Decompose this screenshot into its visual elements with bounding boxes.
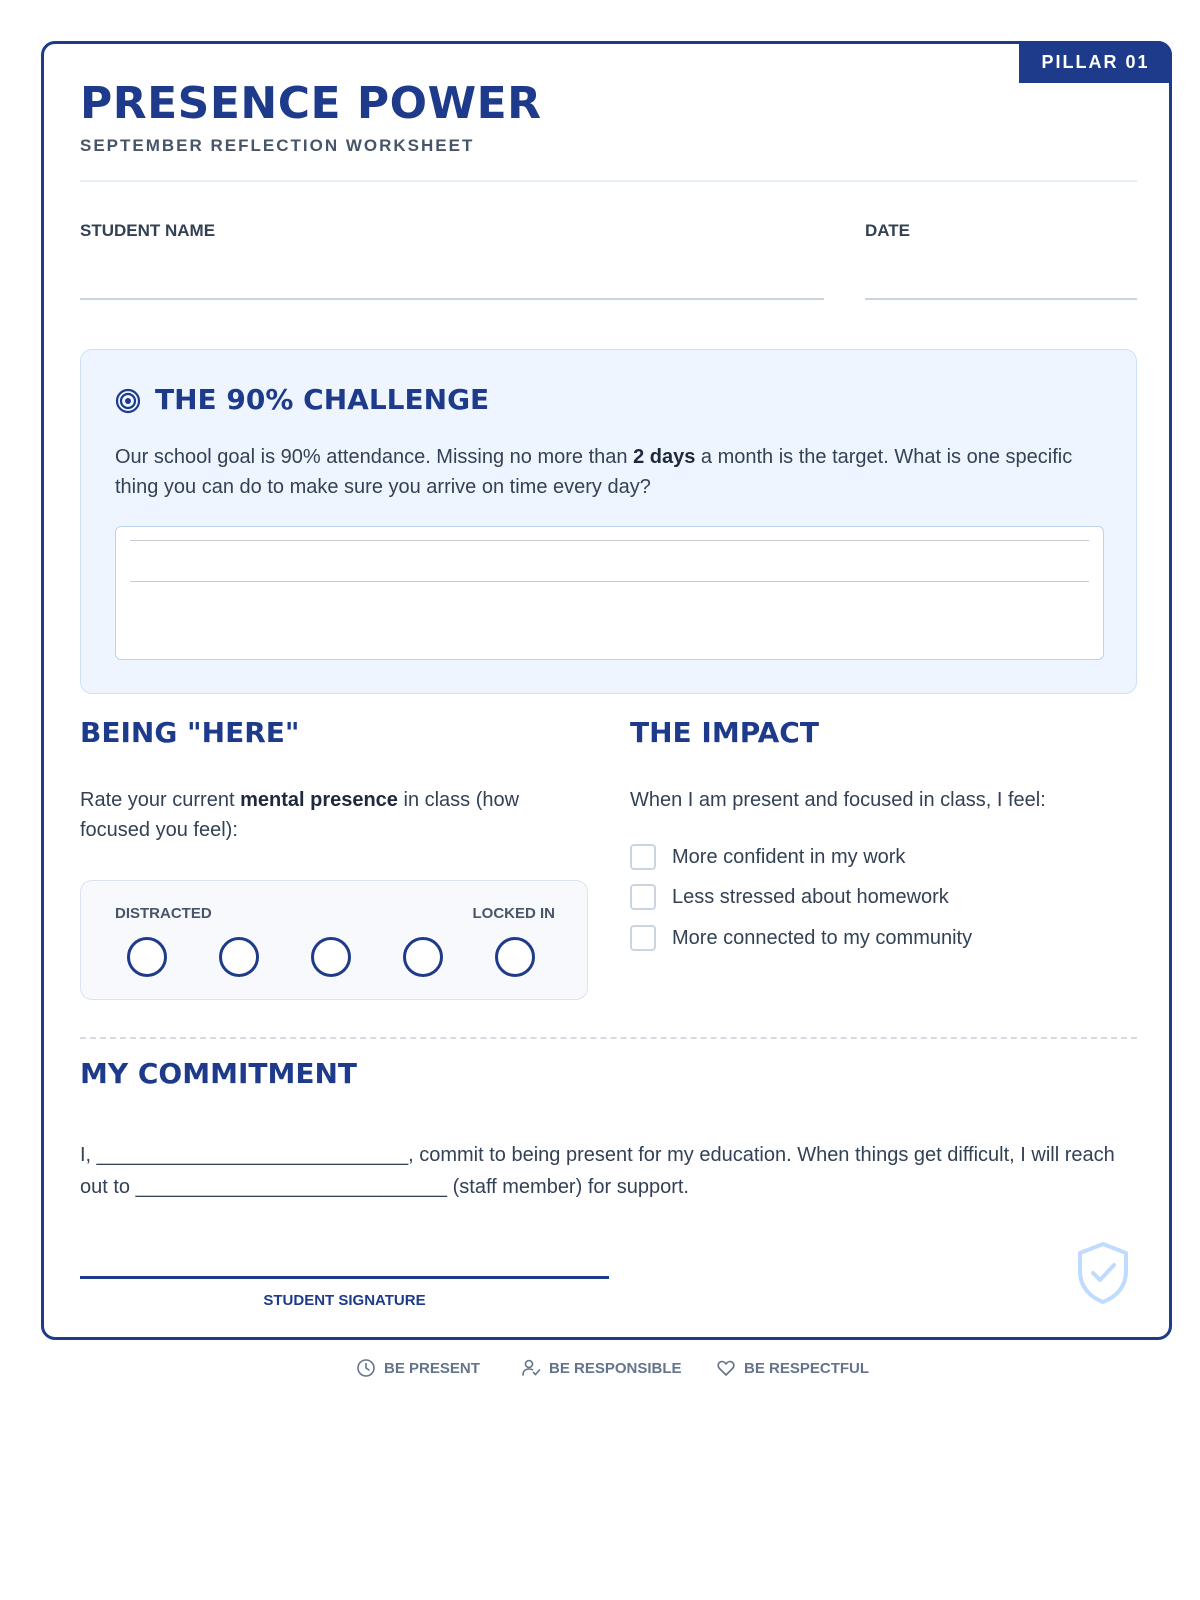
target-icon (115, 388, 141, 414)
presence-rating-scale (80, 880, 588, 1000)
scale-low-label: DISTRACTED (115, 905, 212, 922)
worksheet-card (41, 41, 1172, 1340)
impact-option[interactable] (630, 844, 905, 870)
date-label: DATE (865, 221, 911, 240)
rating-option-3[interactable] (311, 937, 351, 977)
footer-label: BE PRESENT (384, 1359, 480, 1377)
commitment-text: I, ____________________________, commit to being present for my education. When things get difficult, I will reach out to ____________________________ (staff member) for support. (80, 1144, 1115, 1198)
rating-option-4[interactable] (403, 937, 443, 977)
footer-item-be-present (356, 1358, 480, 1378)
challenge-text: Our school goal is 90% attendance. Missing no more than 2 days a month is the target. What is one specific thing you can do to make sure you arrive on time every day? (115, 446, 1073, 498)
student-name-field[interactable] (80, 298, 824, 300)
footer-item-be-respectful (716, 1358, 869, 1378)
rating-option-1[interactable] (127, 937, 167, 977)
commitment-title: MY COMMITMENT (80, 1057, 358, 1090)
rating-option-5[interactable] (495, 937, 535, 977)
section-divider (80, 1037, 1137, 1039)
date-field[interactable] (865, 298, 1137, 300)
challenge-panel (80, 349, 1137, 694)
rating-option-2[interactable] (219, 937, 259, 977)
signature-label: STUDENT SIGNATURE (263, 1292, 426, 1309)
clock-icon (356, 1358, 376, 1378)
page-title: PRESENCE POWER (80, 78, 542, 129)
heart-icon (716, 1358, 736, 1378)
student-name-label: STUDENT NAME (80, 221, 216, 240)
challenge-answer-field[interactable] (115, 526, 1104, 660)
impact-option-label: More connected to my community (672, 926, 973, 949)
page-subtitle: SEPTEMBER REFLECTION WORKSHEET (80, 136, 475, 155)
being-here-text: Rate your current mental presence in class (how focused you feel): (80, 789, 520, 841)
signature-line[interactable] (80, 1276, 609, 1279)
checkbox[interactable] (630, 925, 656, 951)
impact-option[interactable] (630, 925, 972, 951)
footer-label: BE RESPECTFUL (744, 1359, 870, 1377)
answer-line (130, 581, 1089, 582)
challenge-title: THE 90% CHALLENGE (155, 383, 490, 416)
shield-check-icon (1074, 1240, 1132, 1306)
scale-high-label: LOCKED IN (472, 905, 555, 922)
footer-label: BE RESPONSIBLE (549, 1359, 682, 1377)
answer-line (130, 540, 1089, 541)
header-divider (80, 180, 1137, 182)
impact-title: THE IMPACT (630, 716, 819, 749)
user-check-icon (521, 1358, 541, 1378)
being-here-title: BEING "HERE" (80, 716, 300, 749)
impact-option-label: Less stressed about homework (672, 885, 949, 908)
checkbox[interactable] (630, 844, 656, 870)
impact-prompt: When I am present and focused in class, I feel: (630, 789, 1046, 811)
impact-option-label: More confident in my work (672, 845, 906, 868)
footer-item-be-responsible (521, 1358, 682, 1378)
impact-option[interactable] (630, 884, 949, 910)
checkbox[interactable] (630, 884, 656, 910)
pillar-tab: PILLAR 01 (1019, 41, 1172, 83)
